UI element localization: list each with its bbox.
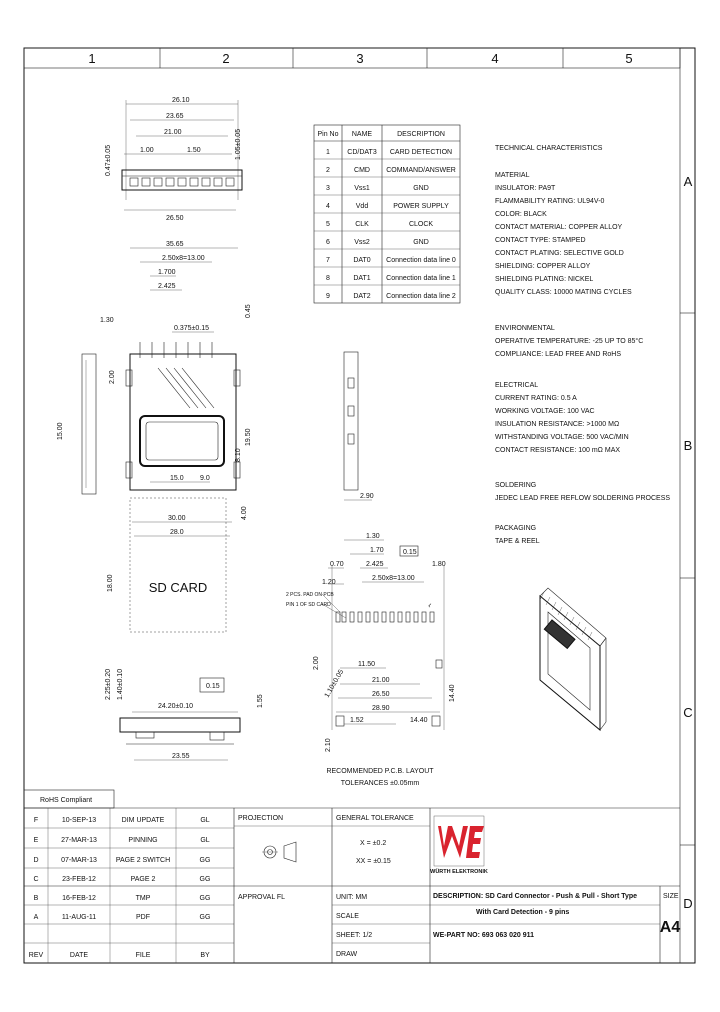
dim-label: 0.375±0.15 bbox=[174, 325, 209, 332]
description-line: DESCRIPTION: SD Card Connector - Push & Pull - Short Type bbox=[433, 893, 638, 900]
table-cell: 4 bbox=[326, 203, 330, 210]
pad-angle-label: ⌐ bbox=[426, 601, 435, 610]
rev-header: REV bbox=[28, 952, 44, 959]
dim-label: 0.47±0.05 bbox=[105, 144, 112, 176]
row-label: D bbox=[683, 896, 693, 911]
dim-label: 2.10 bbox=[325, 738, 332, 752]
dim-label: 19.50 bbox=[245, 428, 252, 446]
title-block bbox=[24, 790, 680, 963]
sd-card-label: SD CARD bbox=[148, 580, 208, 595]
general-tolerance-label: GENERAL TOLERANCE bbox=[336, 815, 414, 822]
table-cell: DAT2 bbox=[353, 293, 371, 300]
plan-view bbox=[57, 241, 252, 632]
dim-label: 1.50 bbox=[187, 147, 201, 154]
table-cell: Vdd bbox=[355, 203, 369, 210]
rev-cell: 27-MAR-13 bbox=[61, 837, 97, 844]
table-header: NAME bbox=[351, 131, 373, 138]
dim-label: 1.40±0.10 bbox=[117, 668, 124, 700]
dim-label: 26.50 bbox=[372, 691, 390, 698]
table-cell: 2 bbox=[326, 167, 330, 174]
dim-label: 21.00 bbox=[164, 129, 182, 136]
dim-label: 23.65 bbox=[166, 113, 184, 120]
dim-label: 2.00 bbox=[109, 370, 116, 384]
table-cell: Connection data line 1 bbox=[386, 275, 456, 282]
rohs-label: RoHS Compliant bbox=[40, 797, 93, 804]
draw-label: DRAW bbox=[336, 951, 358, 958]
rev-cell: GG bbox=[199, 914, 211, 921]
side-view bbox=[344, 352, 374, 500]
part-number: WE-PART NO: 693 063 020 911 bbox=[433, 932, 535, 939]
top-view bbox=[105, 97, 242, 222]
tolerance-value: 0.15 bbox=[206, 683, 220, 690]
dim-label: 28.0 bbox=[170, 529, 184, 536]
tech-line: CONTACT TYPE: STAMPED bbox=[495, 237, 586, 244]
rev-cell: A bbox=[33, 914, 39, 921]
dim-label: 2.50x8=13.00 bbox=[162, 255, 205, 262]
table-cell: CD/DAT3 bbox=[347, 149, 377, 156]
tech-line: CONTACT MATERIAL: COPPER ALLOY bbox=[495, 224, 623, 231]
dim-label: 18.00 bbox=[107, 574, 114, 592]
table-cell: DAT1 bbox=[353, 275, 371, 282]
dim-label: 2.50x8=13.00 bbox=[372, 575, 415, 582]
table-cell: CLK bbox=[355, 221, 369, 228]
dim-label: 1.30 bbox=[366, 533, 380, 540]
tech-line: WORKING VOLTAGE: 100 VAC bbox=[495, 408, 595, 415]
dim-label: 15.0 bbox=[170, 475, 184, 482]
projection-label: PROJECTION bbox=[238, 815, 284, 822]
size-value: A4 bbox=[659, 919, 681, 936]
rev-cell: GL bbox=[200, 817, 210, 824]
tech-line: INSULATION RESISTANCE: >1000 MΩ bbox=[495, 421, 620, 428]
dim-label: 15.00 bbox=[57, 422, 64, 440]
approval-label: APPROVAL FL bbox=[238, 894, 286, 901]
rev-cell: PDF bbox=[136, 914, 150, 921]
dim-label: 4.00 bbox=[241, 506, 248, 520]
table-cell: 9 bbox=[326, 293, 330, 300]
table-cell: DAT0 bbox=[353, 257, 371, 264]
rev-header: FILE bbox=[135, 952, 151, 959]
technical-characteristics bbox=[495, 145, 670, 545]
dim-label: 14.40 bbox=[449, 684, 456, 702]
tech-line: WITHSTANDING VOLTAGE: 500 VAC/MIN bbox=[495, 434, 629, 441]
rev-cell: 10-SEP-13 bbox=[61, 817, 97, 824]
rev-cell: D bbox=[33, 857, 39, 864]
pcb-callout: 2 PCS. PAD ON PCB bbox=[286, 592, 334, 598]
table-cell: 8 bbox=[326, 275, 330, 282]
tech-line: FLAMMABILITY RATING: UL94V-0 bbox=[495, 198, 605, 205]
column-label: 4 bbox=[491, 51, 499, 66]
pcb-layout-tolerance: TOLERANCES ±0.05mm bbox=[340, 780, 420, 787]
connector-front-outline bbox=[122, 170, 242, 190]
table-cell: 6 bbox=[326, 239, 330, 246]
dim-label: 26.10 bbox=[172, 97, 190, 104]
description-line: With Card Detection - 9 pins bbox=[476, 909, 570, 916]
dim-label: 26.50 bbox=[166, 215, 184, 222]
dim-label: 21.00 bbox=[372, 677, 390, 684]
tolerance-line: XX = ±0.15 bbox=[356, 858, 391, 865]
tech-heading: SOLDERING bbox=[495, 482, 537, 489]
projection-symbol bbox=[262, 842, 296, 862]
rev-header: DATE bbox=[69, 952, 89, 959]
scale-label: SCALE bbox=[336, 913, 359, 920]
tech-line: TAPE & REEL bbox=[495, 538, 540, 545]
table-cell: GND bbox=[413, 239, 429, 246]
dim-label: 8.10 bbox=[235, 448, 242, 462]
tech-line: CONTACT PLATING: SELECTIVE GOLD bbox=[495, 250, 624, 257]
tech-line: QUALITY CLASS: 10000 MATING CYCLES bbox=[495, 289, 632, 296]
dim-label: 2.90 bbox=[360, 493, 374, 500]
dim-label: 2.425 bbox=[366, 561, 384, 568]
dim-label: 2.25±0.20 bbox=[105, 668, 112, 700]
table-header: Pin No bbox=[317, 131, 339, 138]
rev-cell: B bbox=[33, 895, 39, 902]
rev-cell: F bbox=[33, 817, 39, 824]
table-cell: POWER SUPPLY bbox=[393, 203, 449, 210]
pcb-callout: PIN 1 OF SD CARD bbox=[286, 602, 331, 608]
dim-label: 2.425 bbox=[158, 283, 176, 290]
column-label: 1 bbox=[88, 51, 96, 66]
table-cell: CLOCK bbox=[408, 221, 434, 228]
rev-cell: TMP bbox=[135, 895, 151, 902]
dim-label: 1.10±0.05 bbox=[323, 668, 346, 699]
rev-cell: PAGE 2 bbox=[130, 876, 156, 883]
size-label: SIZE bbox=[663, 893, 679, 900]
dim-label: 14.40 bbox=[410, 717, 428, 724]
card-slot-window bbox=[140, 416, 224, 466]
dim-label: 1.30 bbox=[100, 317, 114, 324]
tech-title: TECHNICAL CHARACTERISTICS bbox=[495, 145, 603, 152]
tech-line: JEDEC LEAD FREE REFLOW SOLDERING PROCESS bbox=[495, 495, 671, 502]
tech-heading: PACKAGING bbox=[495, 525, 537, 532]
table-cell: CMD bbox=[354, 167, 370, 174]
unit-label: UNIT: MM bbox=[336, 894, 368, 901]
table-cell: Connection data line 2 bbox=[386, 293, 456, 300]
dim-label: 0.45 bbox=[245, 304, 252, 318]
dim-label: 23.55 bbox=[172, 753, 190, 760]
tech-line: SHIELDING PLATING: NICKEL bbox=[495, 276, 594, 283]
rev-cell: GG bbox=[199, 895, 211, 902]
pcb-layout bbox=[286, 533, 456, 787]
rev-cell: 07-MAR-13 bbox=[61, 857, 97, 864]
row-label: A bbox=[683, 174, 693, 189]
column-ruler bbox=[24, 48, 680, 68]
dim-label: 35.65 bbox=[166, 241, 184, 248]
we-logo bbox=[430, 816, 488, 875]
table-cell: Vss1 bbox=[354, 185, 370, 192]
rev-cell: GL bbox=[200, 837, 210, 844]
rev-cell: 16-FEB-12 bbox=[62, 895, 96, 902]
side-profile-outline bbox=[82, 354, 96, 494]
dim-label: 2.00 bbox=[313, 656, 320, 670]
table-cell: COMMAND/ANSWER bbox=[386, 167, 456, 174]
rev-cell: PAGE 2 SWITCH bbox=[115, 857, 171, 864]
tech-line: INSULATOR: PA9T bbox=[495, 185, 556, 192]
dim-label: 1.70 bbox=[370, 547, 384, 554]
dim-label: 1.52 bbox=[350, 717, 364, 724]
table-header: DESCRIPTION bbox=[397, 131, 445, 138]
dim-label: 11.50 bbox=[358, 661, 375, 668]
rev-cell: PINNING bbox=[128, 837, 158, 844]
tech-line: CONTACT RESISTANCE: 100 mΩ MAX bbox=[495, 447, 621, 454]
dim-label: 1.05±0.05 bbox=[235, 128, 242, 160]
table-cell: 7 bbox=[326, 257, 330, 264]
column-label: 3 bbox=[356, 51, 364, 66]
rev-cell: 11-AUG-11 bbox=[61, 914, 97, 921]
dim-label: 1.00 bbox=[140, 147, 154, 154]
table-cell: GND bbox=[413, 185, 429, 192]
dim-label: 1.700 bbox=[158, 269, 176, 276]
sheet-label: SHEET: 1/2 bbox=[336, 932, 373, 939]
dim-label: 1.80 bbox=[432, 561, 446, 568]
table-cell: 1 bbox=[326, 149, 330, 156]
rev-header: BY bbox=[200, 952, 210, 959]
tech-line: SHIELDING: COPPER ALLOY bbox=[495, 263, 591, 270]
column-label: 2 bbox=[222, 51, 230, 66]
dim-label: 28.90 bbox=[372, 705, 390, 712]
tech-heading: MATERIAL bbox=[495, 172, 530, 179]
tech-heading: ELECTRICAL bbox=[495, 382, 539, 389]
logo-text: WÜRTH ELEKTRONIK bbox=[430, 869, 488, 875]
tech-line: COLOR: BLACK bbox=[495, 211, 547, 218]
table-cell: CARD DETECTION bbox=[389, 149, 453, 156]
row-label: B bbox=[683, 438, 693, 453]
isometric-view bbox=[540, 588, 606, 730]
rev-cell: 23-FEB-12 bbox=[62, 876, 96, 883]
tech-line: CURRENT RATING: 0.5 A bbox=[495, 395, 577, 402]
pin-table bbox=[314, 125, 460, 303]
table-cell: 3 bbox=[326, 185, 330, 192]
front-view bbox=[105, 669, 264, 760]
rev-cell: E bbox=[33, 837, 39, 844]
tech-line: OPERATIVE TEMPERATURE: -25 UP TO 85°C bbox=[495, 338, 644, 345]
table-cell: 5 bbox=[326, 221, 330, 228]
table-cell: Connection data line 0 bbox=[386, 257, 456, 264]
rev-cell: C bbox=[33, 876, 39, 883]
row-label: C bbox=[683, 705, 693, 720]
connector-front-profile bbox=[120, 718, 240, 732]
rev-cell: DIM UPDATE bbox=[121, 817, 165, 824]
tech-line: COMPLIANCE: LEAD FREE AND RoHS bbox=[495, 351, 622, 358]
rev-cell: GG bbox=[199, 876, 211, 883]
table-cell: Vss2 bbox=[354, 239, 370, 246]
dim-label: 0.15 bbox=[403, 549, 417, 556]
rev-cell: GG bbox=[199, 857, 211, 864]
dim-label: 1.55 bbox=[257, 694, 264, 708]
dim-label: 30.00 bbox=[168, 515, 186, 522]
pcb-layout-title: RECOMMENDED P.C.B. LAYOUT bbox=[326, 768, 434, 775]
tolerance-line: X = ±0.2 bbox=[360, 840, 387, 847]
column-label: 5 bbox=[625, 51, 633, 66]
dim-label: 1.20 bbox=[322, 579, 336, 586]
dim-label: 0.70 bbox=[330, 561, 344, 568]
tech-heading: ENVIRONMENTAL bbox=[495, 325, 555, 332]
dim-label: 24.20±0.10 bbox=[158, 703, 193, 710]
dim-label: 9.0 bbox=[200, 475, 210, 482]
